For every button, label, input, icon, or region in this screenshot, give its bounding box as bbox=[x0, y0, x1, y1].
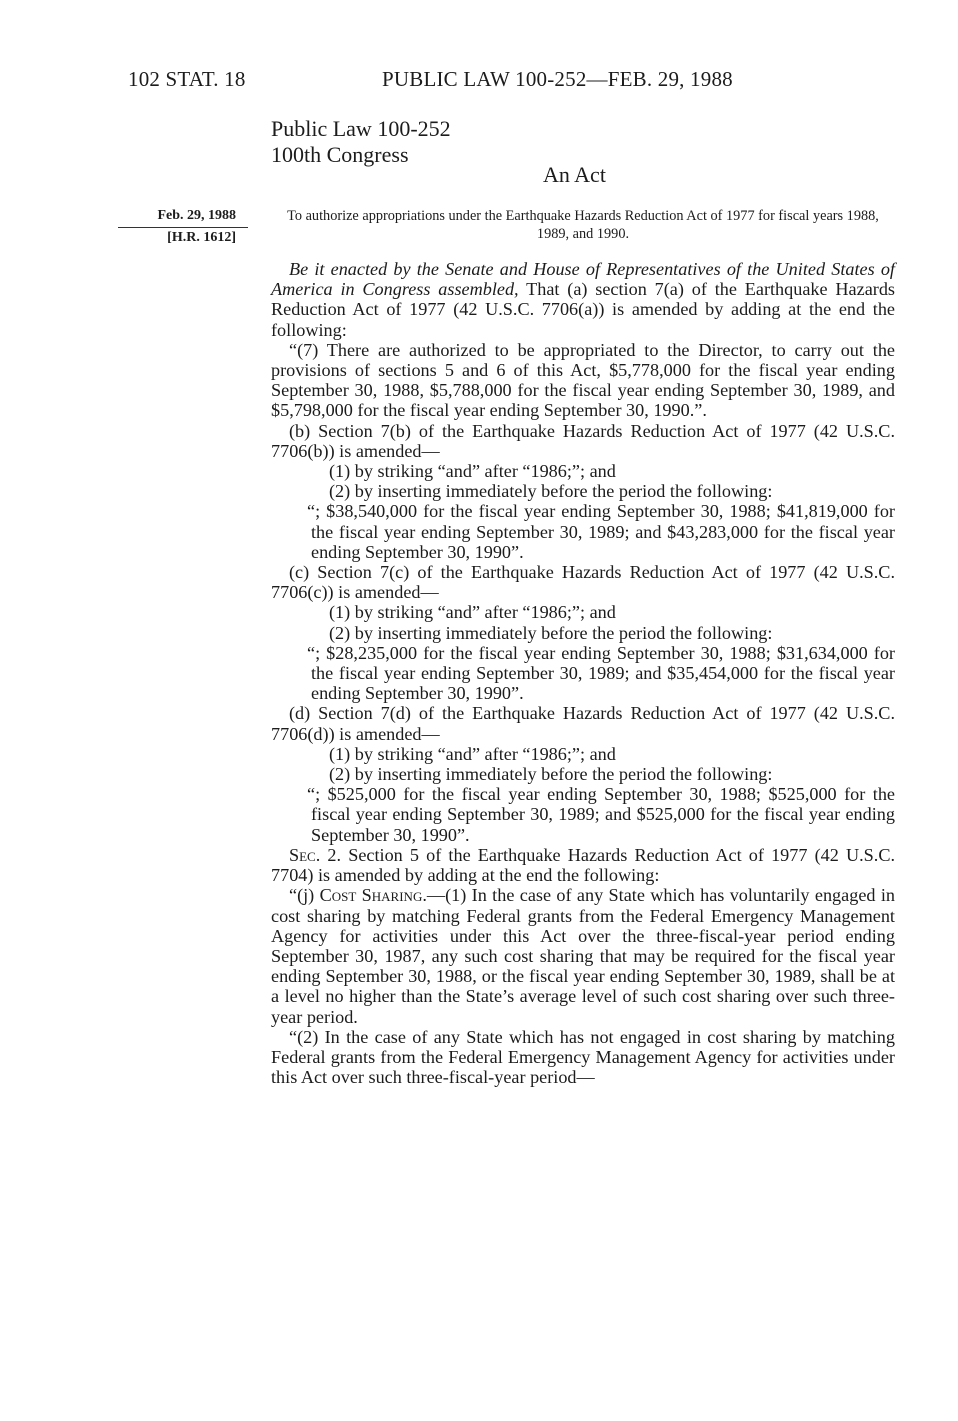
enacting-clause bbox=[271, 259, 895, 340]
margin-note bbox=[118, 207, 248, 247]
subsection-j-prefix: “(j) bbox=[289, 885, 320, 906]
subsection-c-item-1: (1) by striking “and” after “1986;”; and bbox=[329, 602, 616, 623]
act-body bbox=[271, 259, 895, 1087]
subsection-j-heading: Cost Sharing. bbox=[319, 885, 427, 906]
stat-citation: 102 STAT. 18 bbox=[128, 67, 246, 91]
enactment-date: Feb. 29, 1988 bbox=[118, 207, 248, 228]
public-law-number: Public Law 100-252 bbox=[271, 116, 451, 141]
act-purpose: To authorize appropriations under the Earthquake Hazards Reduction Act of 1977 for fiscal years 1988, 1989, and 1990. bbox=[287, 208, 879, 242]
subsection-d-amounts: “; $525,000 for the fiscal year ending September 30, 1988; $525,000 for the fiscal year ending September 30, 1989; and $525,000 for the fiscal year ending September 30, 1990”. bbox=[307, 784, 895, 845]
enacting-formula: Be it enacted by the Senate and House of Representatives of the United States of America in Congress assembled, bbox=[271, 259, 895, 300]
act-heading: An Act bbox=[543, 162, 606, 187]
section-2-text: Section 5 of the Earthquake Hazards Reduction Act of 1977 (42 U.S.C. 7704) is amended by adding at the end the following: bbox=[271, 844, 895, 886]
bill-number: [H.R. 1612] bbox=[167, 230, 236, 245]
congress-number: 100th Congress bbox=[271, 142, 409, 167]
subsection-b-item-1: (1) by striking “and” after “1986;”; and bbox=[329, 461, 616, 482]
law-title-block bbox=[271, 116, 451, 168]
subsection-c-amounts: “; $28,235,000 for the fiscal year ending September 30, 1988; $31,634,000 for the fiscal year ending September 30, 1989; and $35,454,000 for the fiscal year ending September 30, 1990”. bbox=[307, 642, 895, 704]
section-2-label: Sec. 2. bbox=[289, 844, 342, 865]
subsection-j-paragraph-2: “(2) In the case of any State which has not engaged in cost sharing by matching Federal grants from the Federal Emergency Management Agency for activities under this Act over such three-fiscal-year period— bbox=[271, 1026, 895, 1088]
subsection-j-text: —(1) In the case of any State which has voluntarily engaged in cost sharing by matching Federal grants from the Federal Emergency Management Agency for activities under this Act over the three-fiscal-year period ending September 30, 1987, any such cost sharing that may be required for the fiscal year ending September 30, 1988, or the fiscal year ending September 30, 1989, shall be at a level no higher than the State’s average level of such cost sharing over such three-year period. bbox=[271, 885, 895, 1027]
public-law-date-line: PUBLIC LAW 100-252—FEB. 29, 1988 bbox=[382, 67, 733, 91]
subsection-j bbox=[271, 885, 895, 1026]
subsection-b-amounts: “; $38,540,000 for the fiscal year ending September 30, 1988; $41,819,000 for the fiscal year ending September 30, 1989; and $43,283,000 for the fiscal year ending September 30, 1990”. bbox=[307, 501, 895, 562]
subsection-b-intro: (b) Section 7(b) of the Earthquake Hazards Reduction Act of 1977 (42 U.S.C. 7706(b)) is amended— bbox=[271, 420, 895, 461]
subsection-d-item-1: (1) by striking “and” after “1986;”; and bbox=[329, 743, 616, 764]
subsection-d-item-2: (2) by inserting immediately before the period the following: bbox=[329, 764, 773, 785]
section-1a-text: That (a) section 7(a) of the Earthquake Hazards Reduction Act of 1977 (42 U.S.C. 7706(a)) is amended by adding at the end the following: bbox=[271, 279, 895, 340]
paragraph-7: “(7) There are authorized to be appropriated to the Director, to carry out the provisions of sections 5 and 6 of this Act, $5,778,000 for the fiscal year ending September 30, 1988, $5,788,000 for the fiscal year ending September 30, 1989, and $5,798,000 for the fiscal year ending September 30, 1990.”. bbox=[271, 339, 895, 421]
subsection-c-item-2: (2) by inserting immediately before the period the following: bbox=[329, 622, 773, 643]
subsection-b-item-2: (2) by inserting immediately before the period the following: bbox=[329, 481, 773, 502]
section-2 bbox=[271, 845, 895, 885]
subsection-c-intro: (c) Section 7(c) of the Earthquake Hazards Reduction Act of 1977 (42 U.S.C. 7706(c)) is amended— bbox=[271, 562, 895, 603]
subsection-d-intro: (d) Section 7(d) of the Earthquake Hazards Reduction Act of 1977 (42 U.S.C. 7706(d)) is amended— bbox=[271, 703, 895, 744]
